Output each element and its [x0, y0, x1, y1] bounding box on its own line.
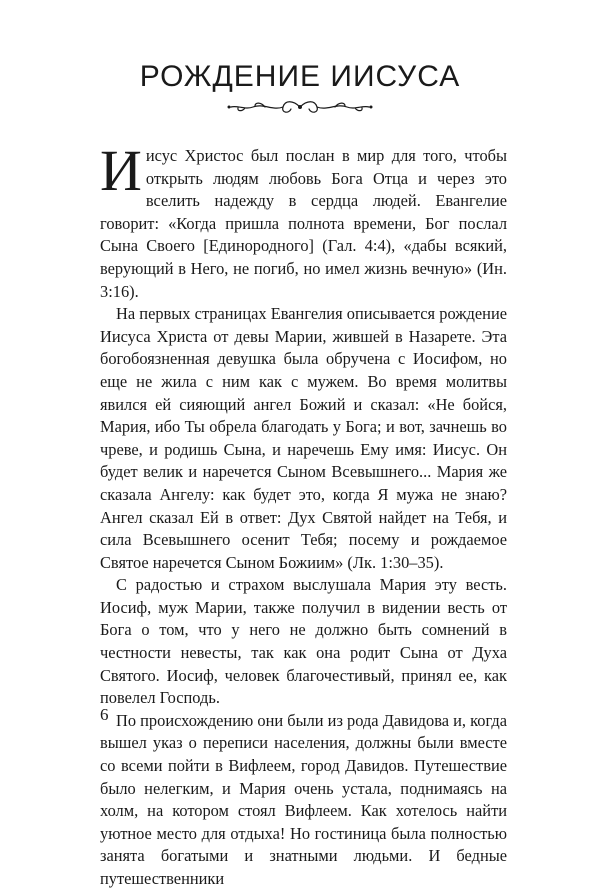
- paragraph-text: исус Христос был послан в мир для того, чтобы открыть людям любовь Бога Отца и через это вселить надежду в сердца людей. Евангелие говорит: «Когда пришла полнота времени, Бог послал Сына Своего [Единородного] (Гал. 4:4), «дабы всякий, верующий в Него, не погиб, но имел жизнь вечную» (Ин. 3:16).: [100, 146, 507, 301]
- paragraph: [100, 138, 507, 303]
- paragraph: На первых страницах Евангелия описывается рождение Иисуса Христа от девы Марии, жившей в Назарете. Эта богобоязненная девушка была обручена с Иосифом, но еще не жила с ним как с мужем. Во время молитвы явился ей сияющий ангел Божий и сказал: «Не бойся, Мария, ибо Ты обрела благодать у Бога; и вот, зачнешь во чреве, и родишь Сына, и наречешь Ему имя: Иисус. Он будет велик и наречется Сыном Всевышнего... Мария же сказала Ангелу: как будет это, когда Я мужа не знаю? Ангел сказал Ей в ответ: Дух Святой найдет на Тебя, и сила Всевышнего осенит Тебя; посему и рождаемое Святое наречется Сыном Божиим» (Лк. 1:30–35).: [100, 304, 507, 572]
- paragraph: По происхождению они были из рода Давидова и, когда вышел указ о переписи населения, должны были вместе со всеми пойти в Вифлеем, город Давидов. Путешествие было нелегким, и Мария очень устала, поднимаясь на холм, на котором стоял Вифлеем. Как хотелось найти уютное место для отдыха! Но гостиница была полностью занята богатыми и знатными людьми. И бедные путешественники: [100, 710, 507, 888]
- paragraph: С радостью и страхом выслушала Мария эту весть. Иосиф, муж Марии, также получил в видении весть от Бога о том, что у него не должно быть сомнений в честности невесты, так как она родит Сына от Духа Святого. Иосиф, человек благочестивый, принял ее, как повелел Господь.: [100, 575, 507, 708]
- chapter-title: РОЖДЕНИЕ ИИСУСА: [139, 60, 461, 93]
- body-text: [100, 138, 507, 891]
- page-number: 6: [100, 705, 109, 724]
- ornament-divider-icon: [225, 97, 375, 117]
- drop-cap: И: [100, 138, 142, 203]
